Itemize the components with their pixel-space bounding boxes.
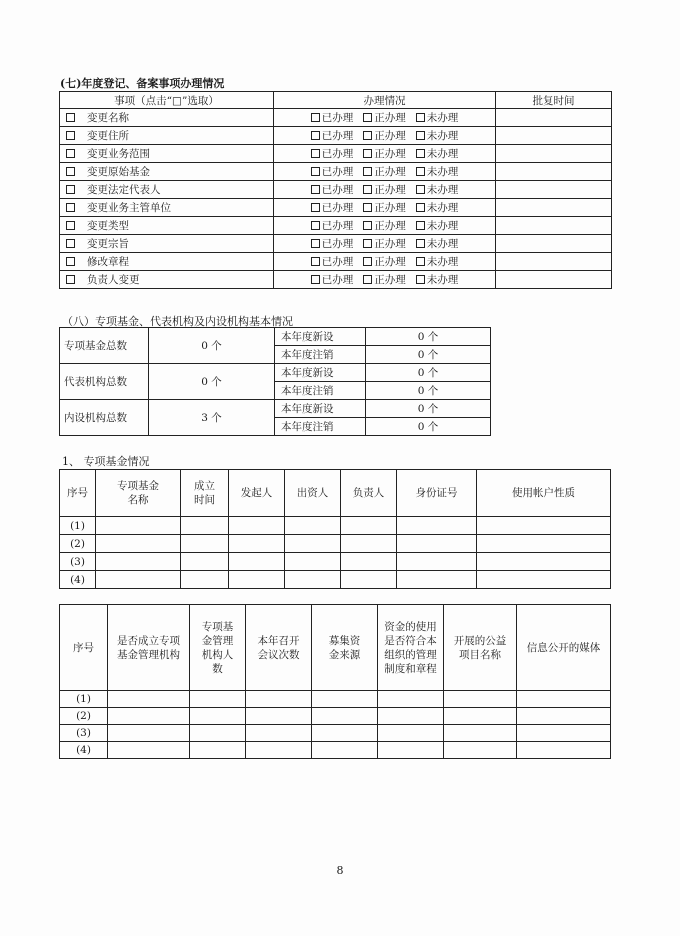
page-number: 8: [336, 864, 344, 877]
approval-time-cell[interactable]: [496, 253, 612, 271]
data-cell[interactable]: [190, 742, 246, 759]
checkbox[interactable]: [416, 113, 425, 122]
cancel-value: 0 个: [366, 346, 491, 364]
data-cell[interactable]: [246, 691, 312, 708]
table-row: [60, 181, 612, 199]
checkbox[interactable]: [416, 131, 425, 140]
data-cell[interactable]: [190, 708, 246, 725]
data-cell[interactable]: [397, 571, 477, 589]
status-option-label: 未办理: [426, 184, 459, 196]
new-value: 0 个: [366, 400, 491, 418]
header-management-staff-count: 专项基金管理机构人数: [190, 605, 246, 691]
data-cell[interactable]: [181, 553, 229, 571]
status-option[interactable]: [363, 236, 406, 251]
header-seq: 序号: [60, 470, 96, 517]
checkbox[interactable]: [416, 239, 425, 248]
data-cell[interactable]: [229, 517, 285, 535]
data-cell[interactable]: [190, 691, 246, 708]
row-number: (2): [60, 708, 108, 725]
data-cell[interactable]: [341, 553, 397, 571]
checkbox[interactable]: [363, 221, 372, 230]
row-number: (3): [60, 725, 108, 742]
header-disclosure-media: 信息公开的媒体: [517, 605, 611, 691]
category-label: 专项基金总数: [60, 328, 149, 364]
data-cell[interactable]: [378, 725, 444, 742]
status-option[interactable]: [311, 110, 354, 125]
category-label: 代表机构总数: [60, 364, 149, 400]
status-option[interactable]: [416, 272, 459, 287]
checkbox[interactable]: [311, 131, 320, 140]
category-total: 0 个: [149, 328, 275, 364]
checkbox[interactable]: [416, 257, 425, 266]
status-cell: [274, 145, 496, 163]
table-row: [60, 553, 611, 571]
table-row: [60, 517, 611, 535]
table-row: [60, 400, 491, 418]
cancel-label: 本年度注销: [275, 418, 366, 436]
checkbox[interactable]: [363, 167, 372, 176]
checkbox[interactable]: [363, 149, 372, 158]
header-approval-time: 批复时间: [496, 92, 612, 109]
status-option-label: 未办理: [426, 166, 459, 178]
data-cell[interactable]: [444, 708, 517, 725]
checkbox[interactable]: [311, 203, 320, 212]
header-fund-source: 募集资金来源: [312, 605, 378, 691]
approval-time-cell[interactable]: [496, 271, 612, 289]
header-status: 办理情况: [274, 92, 496, 109]
status-option-label: 已办理: [321, 274, 354, 286]
status-option[interactable]: [311, 272, 354, 287]
status-option[interactable]: [416, 110, 459, 125]
data-cell[interactable]: [517, 708, 611, 725]
status-cell: [274, 271, 496, 289]
data-cell[interactable]: [190, 725, 246, 742]
status-option[interactable]: [363, 218, 406, 233]
status-cell: [274, 235, 496, 253]
header-id-number: 身份证号: [397, 470, 477, 517]
table-row: [60, 725, 611, 742]
cancel-value: 0 个: [366, 382, 491, 400]
row-number: (4): [60, 742, 108, 759]
cancel-value: 0 个: [366, 418, 491, 436]
checkbox[interactable]: [311, 239, 320, 248]
status-option-label: 正办理: [374, 202, 406, 214]
data-cell[interactable]: [444, 742, 517, 759]
data-cell[interactable]: [96, 571, 181, 589]
header-meeting-count: 本年召开会议次数: [246, 605, 312, 691]
header-compliance: 资金的使用是否符合本组织的管理制度和章程: [378, 605, 444, 691]
status-cell: [274, 163, 496, 181]
checkbox[interactable]: [311, 257, 320, 266]
matter-label: 变更宗旨: [87, 238, 129, 250]
data-cell[interactable]: [96, 535, 181, 553]
checkbox[interactable]: [311, 185, 320, 194]
status-option-label: 已办理: [321, 184, 354, 196]
section7-title: (七)年度登记、备案事项办理情况: [60, 77, 225, 90]
approval-time-cell[interactable]: [496, 145, 612, 163]
checkbox[interactable]: [363, 257, 372, 266]
matter-label: 变更业务主管单位: [87, 202, 171, 214]
data-cell[interactable]: [378, 708, 444, 725]
data-cell[interactable]: [312, 742, 378, 759]
matter-cell: [60, 109, 274, 127]
table-row: [60, 271, 612, 289]
approval-time-cell[interactable]: [496, 217, 612, 235]
matter-label: 变更业务范围: [87, 148, 150, 160]
checkbox[interactable]: [66, 131, 75, 140]
matter-label: 变更住所: [87, 130, 129, 142]
header-person-in-charge: 负责人: [341, 470, 397, 517]
row-number: (1): [60, 691, 108, 708]
data-cell[interactable]: [477, 517, 611, 535]
data-cell[interactable]: [108, 742, 190, 759]
data-cell[interactable]: [397, 517, 477, 535]
table-row: [60, 708, 611, 725]
approval-time-cell[interactable]: [496, 163, 612, 181]
status-option[interactable]: [416, 200, 459, 215]
status-option[interactable]: [311, 164, 354, 179]
header-account-type: 使用帐户性质: [477, 470, 611, 517]
row-number: (3): [60, 553, 96, 571]
data-cell[interactable]: [285, 571, 341, 589]
matter-cell: [60, 217, 274, 235]
matter-cell: [60, 181, 274, 199]
status-option[interactable]: [416, 164, 459, 179]
checkbox[interactable]: [66, 203, 75, 212]
header-project-name: 开展的公益项目名称: [444, 605, 517, 691]
status-option-label: 已办理: [321, 220, 354, 232]
checkbox[interactable]: [363, 203, 372, 212]
approval-time-cell[interactable]: [496, 199, 612, 217]
table-row: [60, 109, 612, 127]
data-cell[interactable]: [312, 725, 378, 742]
category-label: 内设机构总数: [60, 400, 149, 436]
header-investor: 出资人: [285, 470, 341, 517]
status-option[interactable]: [363, 182, 406, 197]
table-row: [60, 535, 611, 553]
matter-label: 修改章程: [87, 256, 129, 268]
table-row: [60, 328, 491, 346]
data-cell[interactable]: [96, 517, 181, 535]
data-cell[interactable]: [229, 553, 285, 571]
status-option[interactable]: [311, 146, 354, 161]
institutions-summary-table: [59, 327, 491, 436]
status-option[interactable]: [363, 254, 406, 269]
status-option-label: 正办理: [374, 130, 406, 142]
checkbox[interactable]: [311, 149, 320, 158]
cancel-label: 本年度注销: [275, 382, 366, 400]
data-cell[interactable]: [181, 571, 229, 589]
data-cell[interactable]: [378, 691, 444, 708]
checkbox[interactable]: [311, 221, 320, 230]
data-cell[interactable]: [181, 517, 229, 535]
data-cell[interactable]: [397, 535, 477, 553]
header-matter: 事项（点击“□”选取）: [60, 92, 274, 109]
matter-cell: [60, 127, 274, 145]
data-cell[interactable]: [108, 708, 190, 725]
table-header-row: [60, 605, 611, 691]
checkbox[interactable]: [416, 203, 425, 212]
data-cell[interactable]: [341, 535, 397, 553]
checkbox[interactable]: [363, 239, 372, 248]
status-cell: [274, 199, 496, 217]
status-option[interactable]: [311, 200, 354, 215]
status-option[interactable]: [311, 128, 354, 143]
data-cell[interactable]: [444, 725, 517, 742]
status-option-label: 已办理: [321, 256, 354, 268]
checkbox[interactable]: [416, 221, 425, 230]
status-option[interactable]: [363, 164, 406, 179]
row-number: (2): [60, 535, 96, 553]
approval-time-cell[interactable]: [496, 127, 612, 145]
status-option-label: 未办理: [426, 274, 459, 286]
status-option-label: 正办理: [374, 166, 406, 178]
data-cell[interactable]: [246, 725, 312, 742]
checkbox[interactable]: [66, 257, 75, 266]
data-cell[interactable]: [477, 535, 611, 553]
data-cell[interactable]: [397, 553, 477, 571]
status-cell: [274, 127, 496, 145]
table-row: [60, 364, 491, 382]
table-row: [60, 691, 611, 708]
data-cell[interactable]: [285, 535, 341, 553]
table-row: [60, 742, 611, 759]
category-total: 3 个: [149, 400, 275, 436]
category-total: 0 个: [149, 364, 275, 400]
table-header-row: [60, 92, 612, 109]
section8-title: （八）专项基金、代表机构及内设机构基本情况: [62, 315, 293, 328]
data-cell[interactable]: [229, 535, 285, 553]
table-row: [60, 571, 611, 589]
status-option-label: 正办理: [374, 184, 406, 196]
status-option[interactable]: [363, 128, 406, 143]
table-row: [60, 217, 612, 235]
data-cell[interactable]: [517, 691, 611, 708]
data-cell[interactable]: [477, 553, 611, 571]
new-label: 本年度新设: [275, 400, 366, 418]
checkbox[interactable]: [363, 113, 372, 122]
new-value: 0 个: [366, 328, 491, 346]
status-option[interactable]: [416, 146, 459, 161]
status-option-label: 正办理: [374, 148, 406, 160]
checkbox[interactable]: [311, 167, 320, 176]
status-option-label: 已办理: [321, 112, 354, 124]
status-option-label: 未办理: [426, 112, 459, 124]
checkbox[interactable]: [66, 149, 75, 158]
checkbox[interactable]: [66, 167, 75, 176]
status-cell: [274, 253, 496, 271]
status-option-label: 未办理: [426, 220, 459, 232]
table-row: [60, 127, 612, 145]
status-option[interactable]: [311, 254, 354, 269]
checkbox[interactable]: [363, 185, 372, 194]
matter-label: 变更原始基金: [87, 166, 150, 178]
data-cell[interactable]: [285, 517, 341, 535]
checkbox[interactable]: [363, 131, 372, 140]
status-option-label: 已办理: [321, 202, 354, 214]
status-option-label: 未办理: [426, 130, 459, 142]
approval-time-cell[interactable]: [496, 235, 612, 253]
status-option[interactable]: [363, 110, 406, 125]
header-seq: 序号: [60, 605, 108, 691]
status-option[interactable]: [311, 218, 354, 233]
status-option-label: 正办理: [374, 256, 406, 268]
data-cell[interactable]: [312, 691, 378, 708]
checkbox[interactable]: [66, 275, 75, 284]
table-header-row: [60, 470, 611, 517]
table-row: [60, 199, 612, 217]
table-row: [60, 253, 612, 271]
status-option[interactable]: [416, 182, 459, 197]
table-row: [60, 235, 612, 253]
status-option-label: 未办理: [426, 256, 459, 268]
status-option[interactable]: [311, 236, 354, 251]
status-option-label: 已办理: [321, 148, 354, 160]
status-option[interactable]: [363, 146, 406, 161]
data-cell[interactable]: [285, 553, 341, 571]
data-cell[interactable]: [378, 742, 444, 759]
data-cell[interactable]: [341, 517, 397, 535]
checkbox[interactable]: [363, 275, 372, 284]
status-option-label: 未办理: [426, 202, 459, 214]
row-number: (4): [60, 571, 96, 589]
status-option-label: 未办理: [426, 238, 459, 250]
header-founded-time: 成立时间: [181, 470, 229, 517]
data-cell[interactable]: [444, 691, 517, 708]
matter-label: 变更名称: [87, 112, 129, 124]
table-row: [60, 145, 612, 163]
fund-info-table: [59, 469, 611, 589]
status-option[interactable]: [363, 200, 406, 215]
status-option[interactable]: [311, 182, 354, 197]
status-option-label: 正办理: [374, 112, 406, 124]
matter-label: 变更法定代表人: [87, 184, 161, 196]
header-initiator: 发起人: [229, 470, 285, 517]
data-cell[interactable]: [229, 571, 285, 589]
status-option[interactable]: [416, 254, 459, 269]
checkbox[interactable]: [311, 113, 320, 122]
row-number: (1): [60, 517, 96, 535]
data-cell[interactable]: [517, 725, 611, 742]
data-cell[interactable]: [517, 742, 611, 759]
new-value: 0 个: [366, 364, 491, 382]
matter-cell: [60, 271, 274, 289]
status-option[interactable]: [363, 272, 406, 287]
status-option-label: 已办理: [321, 238, 354, 250]
status-option[interactable]: [416, 236, 459, 251]
status-option-label: 正办理: [374, 238, 406, 250]
matter-cell: [60, 199, 274, 217]
matter-cell: [60, 163, 274, 181]
status-option-label: 已办理: [321, 130, 354, 142]
matter-label: 负责人变更: [87, 274, 140, 286]
header-fund-name: 专项基金名称: [96, 470, 181, 517]
status-cell: [274, 109, 496, 127]
checkbox[interactable]: [416, 167, 425, 176]
status-option-label: 未办理: [426, 148, 459, 160]
checkbox[interactable]: [416, 149, 425, 158]
approval-time-cell[interactable]: [496, 109, 612, 127]
data-cell[interactable]: [341, 571, 397, 589]
status-option-label: 正办理: [374, 220, 406, 232]
status-option[interactable]: [416, 218, 459, 233]
cancel-label: 本年度注销: [275, 346, 366, 364]
matter-cell: [60, 253, 274, 271]
checkbox[interactable]: [416, 185, 425, 194]
status-cell: [274, 217, 496, 235]
checkbox[interactable]: [66, 221, 75, 230]
data-cell[interactable]: [108, 725, 190, 742]
data-cell[interactable]: [246, 708, 312, 725]
fund-management-table: [59, 604, 611, 759]
new-label: 本年度新设: [275, 328, 366, 346]
status-option[interactable]: [416, 128, 459, 143]
data-cell[interactable]: [477, 571, 611, 589]
data-cell[interactable]: [312, 708, 378, 725]
checkbox[interactable]: [311, 275, 320, 284]
fund-title: 1、 专项基金情况: [62, 455, 150, 468]
status-cell: [274, 181, 496, 199]
data-cell[interactable]: [108, 691, 190, 708]
checkbox[interactable]: [66, 185, 75, 194]
matter-cell: [60, 235, 274, 253]
checkbox[interactable]: [66, 239, 75, 248]
status-option-label: 已办理: [321, 166, 354, 178]
registration-matters-table: [59, 91, 612, 289]
approval-time-cell[interactable]: [496, 181, 612, 199]
table-row: [60, 163, 612, 181]
data-cell[interactable]: [181, 535, 229, 553]
header-has-management-org: 是否成立专项基金管理机构: [108, 605, 190, 691]
checkbox[interactable]: [66, 113, 75, 122]
data-cell[interactable]: [96, 553, 181, 571]
matter-label: 变更类型: [87, 220, 129, 232]
matter-cell: [60, 145, 274, 163]
new-label: 本年度新设: [275, 364, 366, 382]
checkbox[interactable]: [416, 275, 425, 284]
data-cell[interactable]: [246, 742, 312, 759]
status-option-label: 正办理: [374, 274, 406, 286]
